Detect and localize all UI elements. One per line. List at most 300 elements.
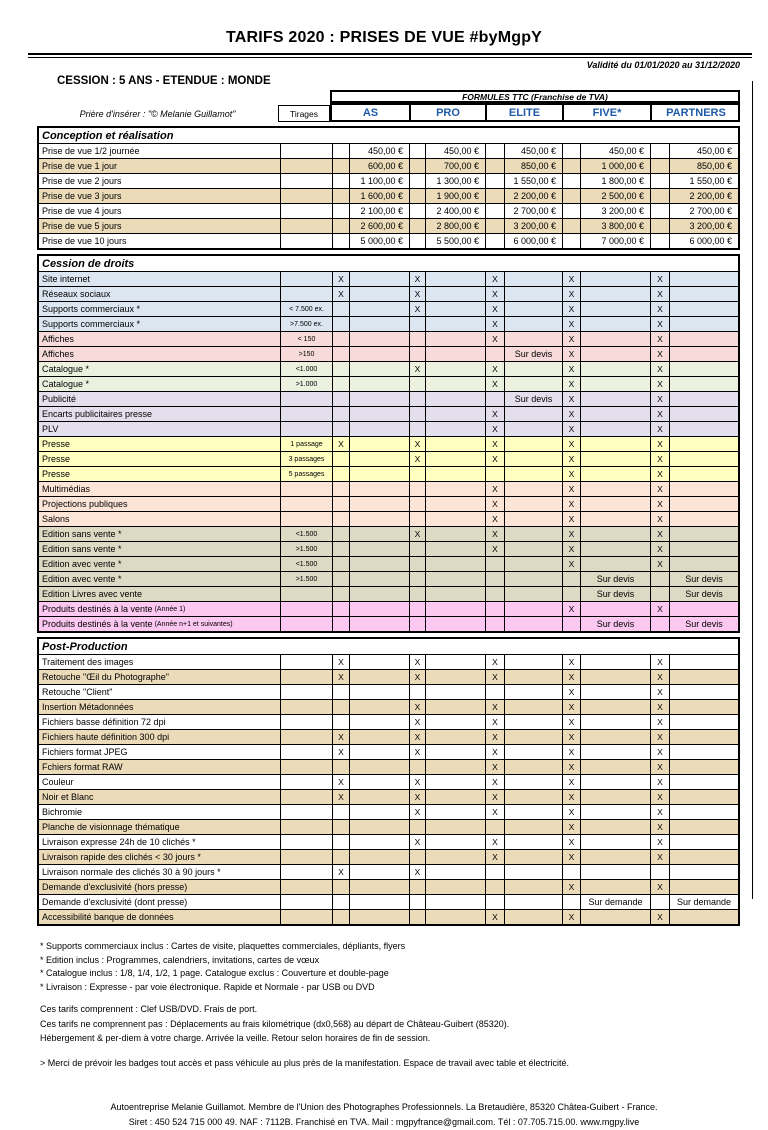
value-cell [504,467,562,481]
value-cell [349,407,409,421]
value-cell [669,497,738,511]
column-header-five: FIVE* [562,105,650,120]
value-cell [669,700,738,714]
value-cell [349,895,409,909]
value-cell: Sur devis [504,347,562,361]
mark-cell: X [650,332,669,346]
value-cell: 2 200,00 € [669,189,738,203]
mark-cell: X [562,467,580,481]
value-cell [425,542,485,556]
value-cell [425,685,485,699]
mark-cell: X [650,377,669,391]
mark-cell [332,820,349,834]
mark-cell: X [562,700,580,714]
table-row [39,286,738,301]
mark-cell: X [332,865,349,879]
value-cell [580,542,650,556]
row-label: Publicité [42,394,77,404]
table-row [39,316,738,331]
mark-cell: X [650,362,669,376]
row-label: Noir et Blanc [42,792,94,802]
row-label: Demande d'exclusivité (hors presse) [42,882,188,892]
mark-cell: X [562,392,580,406]
value-cell: 5 500,00 € [425,234,485,248]
validity-note: Validité du 01/01/2020 au 31/12/2020 [586,60,740,70]
section-title: Cession de droits [39,256,738,272]
value-cell [669,272,738,286]
row-label: Affiches [42,349,74,359]
tirages-cell [280,745,332,759]
value-cell [669,362,738,376]
value-cell [504,362,562,376]
mark-cell: X [409,437,425,451]
mark-cell: X [562,805,580,819]
value-cell [349,880,409,894]
table-row [39,158,738,173]
tariff-notes [40,1002,768,1046]
value-cell: Sur devis [669,617,738,631]
row-label: Livraison expresse 24h de 10 clichés * [42,837,196,847]
mark-cell [650,144,669,158]
value-cell [504,895,562,909]
value-cell: Sur devis [669,587,738,601]
table-row [39,849,738,864]
mark-cell [485,159,504,173]
row-label: Demande d'exclusivité (dont presse) [42,897,188,907]
row-label: Prise de vue 10 jours [42,236,127,246]
tirages-cell [280,910,332,924]
table-row [39,834,738,849]
mark-cell: X [332,775,349,789]
value-cell: 1 000,00 € [580,159,650,173]
value-cell [504,452,562,466]
mark-cell: X [485,805,504,819]
value-cell [349,362,409,376]
tirages-cell [280,174,332,188]
value-cell [425,557,485,571]
value-cell [580,685,650,699]
value-cell: 1 100,00 € [349,174,409,188]
mark-cell: X [485,790,504,804]
value-cell [580,437,650,451]
value-cell [425,715,485,729]
value-cell [504,820,562,834]
value-cell [425,745,485,759]
mark-cell [332,805,349,819]
table-section [37,254,740,633]
value-cell [349,347,409,361]
value-cell [504,272,562,286]
value-cell [669,317,738,331]
value-cell [504,835,562,849]
value-cell [349,512,409,526]
mark-cell: X [650,407,669,421]
value-cell [349,685,409,699]
tirages-cell [280,775,332,789]
footer-line: Autoentreprise Melanie Guillamot. Membre de l'Union des Photographes Professionnels. La Bretaudière, 85320 Châtea-Guibert - France. [110,1101,658,1112]
row-label: Presse [42,454,71,464]
table-row [39,272,738,286]
mark-cell [485,865,504,879]
mark-cell [332,760,349,774]
mark-cell: X [650,910,669,924]
mark-cell: X [562,317,580,331]
value-cell [504,775,562,789]
value-cell [669,835,738,849]
value-cell [425,287,485,301]
mark-cell [562,587,580,601]
table-row [39,421,738,436]
row-label: Prise de vue 1/2 journée [42,146,140,156]
value-cell [580,715,650,729]
value-cell: 600,00 € [349,159,409,173]
mark-cell [332,910,349,924]
mark-cell: X [650,670,669,684]
value-cell [504,790,562,804]
mark-cell: X [485,437,504,451]
mark-cell [562,189,580,203]
value-cell [425,655,485,669]
mark-cell [332,332,349,346]
mark-cell [409,880,425,894]
value-cell [669,422,738,436]
row-label: Site internet [42,274,91,284]
mark-cell: X [409,805,425,819]
mark-cell [562,144,580,158]
mark-cell [409,204,425,218]
row-label: Catalogue * [42,379,90,389]
mark-cell: X [650,347,669,361]
mark-cell [332,219,349,233]
mark-cell: X [650,482,669,496]
tirages-cell [280,820,332,834]
value-cell: Sur demande [669,895,738,909]
mark-cell [332,407,349,421]
mark-cell: X [485,452,504,466]
value-cell: 3 200,00 € [580,204,650,218]
mark-cell: X [650,730,669,744]
tirages-cell [280,835,332,849]
value-cell [425,587,485,601]
mark-cell: X [562,377,580,391]
value-cell [504,685,562,699]
value-cell [669,542,738,556]
mark-cell: X [485,700,504,714]
tirages-cell [280,700,332,714]
mark-cell [485,347,504,361]
value-cell [580,377,650,391]
value-cell [425,835,485,849]
mark-cell: X [650,422,669,436]
mark-cell: X [332,670,349,684]
mark-cell: X [409,745,425,759]
mark-cell: X [485,835,504,849]
mark-cell [485,587,504,601]
mark-cell: X [562,760,580,774]
row-label: Salons [42,514,70,524]
value-cell: 700,00 € [425,159,485,173]
value-cell [349,700,409,714]
mark-cell [332,189,349,203]
mark-cell: X [485,377,504,391]
value-cell [349,602,409,616]
table-row [39,909,738,924]
value-cell [349,910,409,924]
table-row [39,699,738,714]
value-cell [669,715,738,729]
tirages-cell [280,482,332,496]
value-cell [669,332,738,346]
note-line: Ces tarifs comprennent : Clef USB/DVD. Frais de port. [40,1004,258,1014]
tirages-cell [280,685,332,699]
mark-cell: X [485,482,504,496]
table-row [39,331,738,346]
row-label: Fichiers format JPEG [42,747,128,757]
table-row [39,684,738,699]
mark-cell: X [650,760,669,774]
table-row [39,616,738,631]
table-row [39,879,738,894]
row-label: Livraison rapide des clichés < 30 jours * [42,852,201,862]
value-cell [349,317,409,331]
mark-cell: X [485,730,504,744]
row-label: Retouche "Client" [42,687,113,697]
table-row [39,301,738,316]
mark-cell: X [650,467,669,481]
row-label: Retouche "Œil du Photographe" [42,672,169,682]
mark-cell [409,189,425,203]
mark-cell: X [409,670,425,684]
value-cell [349,377,409,391]
mark-cell [562,219,580,233]
table-row [39,496,738,511]
mark-cell: X [409,655,425,669]
value-cell [349,775,409,789]
mark-cell: X [485,670,504,684]
right-edge-line [752,81,753,899]
mark-cell: X [332,790,349,804]
value-cell [504,910,562,924]
value-cell [580,760,650,774]
table-row [39,203,738,218]
mark-cell [332,542,349,556]
mark-cell: X [409,700,425,714]
value-cell [349,715,409,729]
mark-cell: X [562,602,580,616]
mark-cell [409,602,425,616]
mark-cell: X [562,422,580,436]
value-cell: 450,00 € [669,144,738,158]
value-cell: 1 800,00 € [580,174,650,188]
mark-cell [485,234,504,248]
row-label: Produits destinés à la vente (Année 1) [42,604,186,614]
mark-cell: X [650,700,669,714]
value-cell [504,557,562,571]
value-cell [669,775,738,789]
mark-cell: X [650,437,669,451]
value-cell [669,730,738,744]
value-cell: Sur devis [580,587,650,601]
mark-cell: X [485,272,504,286]
mark-cell [562,572,580,586]
mark-cell [650,895,669,909]
value-cell [504,617,562,631]
value-cell: Sur devis [580,572,650,586]
value-cell [669,865,738,879]
value-cell: Sur devis [580,617,650,631]
mark-cell: X [650,685,669,699]
value-cell [504,512,562,526]
value-cell [669,467,738,481]
value-cell [425,302,485,316]
row-label: Edition sans vente * [42,544,122,554]
tirages-cell [280,730,332,744]
value-cell [349,670,409,684]
tirages-cell: >1.500 [280,572,332,586]
value-cell [504,655,562,669]
value-cell: 850,00 € [504,159,562,173]
mark-cell: X [562,775,580,789]
mark-cell [409,159,425,173]
mark-cell [332,527,349,541]
table-row [39,173,738,188]
tirages-cell [280,760,332,774]
value-cell [349,572,409,586]
value-cell [580,670,650,684]
value-cell [580,557,650,571]
value-cell [504,437,562,451]
mark-cell [650,865,669,879]
mark-cell: X [650,272,669,286]
tirages-cell [280,219,332,233]
document-page [0,28,768,1127]
value-cell [580,700,650,714]
value-cell [425,452,485,466]
mark-cell [409,895,425,909]
mark-cell: X [485,760,504,774]
tirages-cell [280,895,332,909]
value-cell [669,655,738,669]
row-label: Planche de visionnage thématique [42,822,180,832]
value-cell: 6 000,00 € [504,234,562,248]
value-cell [349,272,409,286]
table-row [39,376,738,391]
value-cell [504,497,562,511]
table-row [39,789,738,804]
value-cell [504,602,562,616]
row-label: Réseaux sociaux [42,289,111,299]
footnote-line: * Catalogue inclus : 1/8, 1/4, 1/2, 1 page. Catalogue exclus : Couverture et double-page [40,968,389,978]
mark-cell [409,234,425,248]
value-cell [580,745,650,759]
mark-cell: X [650,557,669,571]
table-row [39,759,738,774]
value-cell [349,287,409,301]
value-cell [425,700,485,714]
mark-cell [409,482,425,496]
mark-cell: X [650,317,669,331]
tirages-cell [280,880,332,894]
mark-cell [650,617,669,631]
mark-cell [562,617,580,631]
mark-cell: X [562,287,580,301]
value-cell [349,760,409,774]
value-cell: 1 550,00 € [669,174,738,188]
tirages-cell [280,272,332,286]
value-cell [580,287,650,301]
row-label: Prise de vue 3 jours [42,191,122,201]
tirages-cell: < 7.500 ex. [280,302,332,316]
mark-cell [485,174,504,188]
value-cell [349,422,409,436]
value-cell [504,302,562,316]
value-cell [580,272,650,286]
mark-cell [332,174,349,188]
table-row [39,406,738,421]
tirages-cell [280,144,332,158]
column-header-as: AS [362,106,379,119]
mark-cell: X [562,407,580,421]
mark-cell [332,587,349,601]
row-label: Prise de vue 5 jours [42,221,122,231]
row-label: Livraison normale des clichés 30 à 90 jours * [42,867,221,877]
tirages-cell [280,715,332,729]
mark-cell [332,234,349,248]
value-cell [504,850,562,864]
value-cell [669,287,738,301]
table-row [39,601,738,616]
mark-cell [485,204,504,218]
tirages-cell [280,287,332,301]
tirages-cell [280,790,332,804]
table-sections [37,126,740,926]
value-cell [504,407,562,421]
value-cell [669,910,738,924]
mark-cell: X [485,317,504,331]
footer-line: Siret : 450 524 715 000 49. NAF : 7112B. Franchisé en TVA. Mail : mgpyfrance@gmail.com. Tél : 07.705.715.00. www.mgpy.live [128,1116,640,1127]
value-cell [669,392,738,406]
row-label: Couleur [42,777,74,787]
mark-cell [409,760,425,774]
value-cell [349,745,409,759]
mark-cell: X [409,865,425,879]
mark-cell: X [409,790,425,804]
value-cell [425,497,485,511]
value-cell [580,302,650,316]
mark-cell [409,347,425,361]
mark-cell [409,557,425,571]
value-cell [349,332,409,346]
mark-cell: X [485,407,504,421]
tirages-cell: >7.500 ex. [280,317,332,331]
value-cell [425,392,485,406]
table-row [39,804,738,819]
mark-cell [332,362,349,376]
table-section [37,637,740,926]
value-cell [425,422,485,436]
table-row [39,669,738,684]
note-line: Hébergement & per-diem à votre charge. Arrivée la veille. Retour selon horaires de fin de session. [40,1033,431,1043]
value-cell [504,700,562,714]
value-cell [349,452,409,466]
value-cell: 3 800,00 € [580,219,650,233]
tirages-cell [280,655,332,669]
value-cell [349,730,409,744]
mark-cell: X [409,362,425,376]
value-cell [349,587,409,601]
value-cell [580,775,650,789]
value-cell [425,377,485,391]
